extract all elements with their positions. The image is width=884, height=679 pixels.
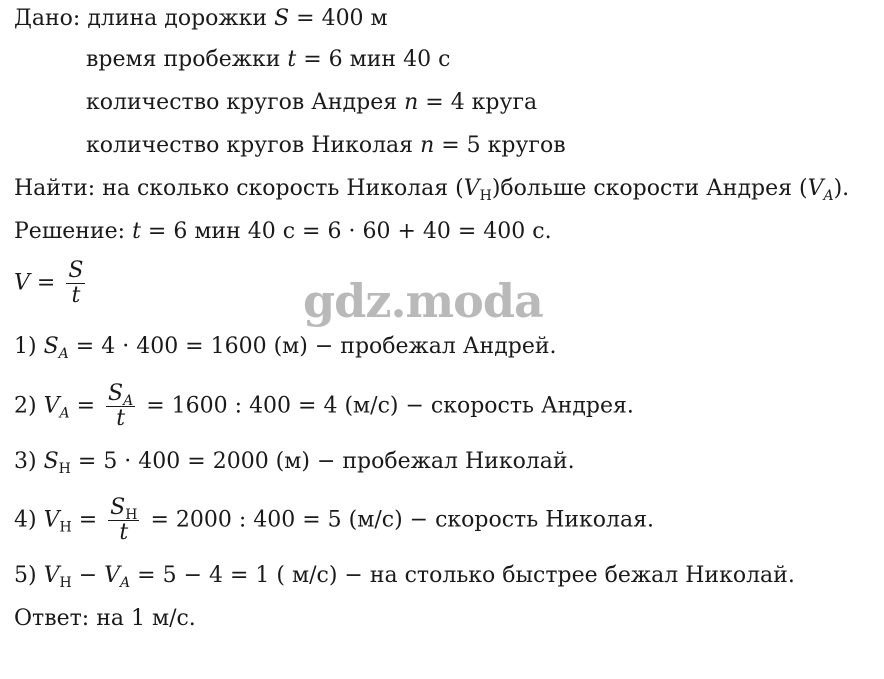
equals-sign: = xyxy=(76,393,96,419)
fraction xyxy=(66,260,85,307)
fraction-denominator: t xyxy=(119,520,129,545)
watermark: gdz.moda xyxy=(303,274,543,328)
fraction xyxy=(106,383,135,430)
solution-text: = 6 мин 40 с = 6 · 60 + 40 = 400 с. xyxy=(147,219,552,244)
var-s: S xyxy=(110,495,126,520)
subscript: A xyxy=(120,575,131,591)
step-text: = 1600 : 400 = 4 (м/с) − скорость Андрея. xyxy=(146,393,634,419)
subscript: Н xyxy=(125,507,138,523)
step-text: = 5 · 400 = 2000 (м) − пробежал Николай. xyxy=(77,449,575,474)
fraction-numerator xyxy=(108,497,139,521)
given-laps-andrey-value: = 4 круга xyxy=(425,90,538,115)
given-time-text: время пробежки xyxy=(86,47,281,72)
formula-line xyxy=(14,260,89,307)
subscript: Н xyxy=(58,461,71,477)
var-t: t xyxy=(132,219,141,244)
var-s: S xyxy=(108,381,124,406)
step-number: 4) xyxy=(14,507,37,533)
subscript: A xyxy=(58,346,69,362)
var-v: V xyxy=(43,507,60,533)
fraction-numerator: S xyxy=(68,258,84,283)
var-s: S xyxy=(43,334,59,359)
var-v: V xyxy=(807,176,824,201)
step-number: 2) xyxy=(14,393,37,419)
given-laps-nikolay-value: = 5 кругов xyxy=(441,133,566,158)
find-mid-text: )больше скорости Андрея ( xyxy=(491,176,808,201)
step-text: = 5 − 4 = 1 ( м/с) − на столько быстрее бежал Николай. xyxy=(137,563,795,588)
var-s: S xyxy=(274,6,290,31)
equals-sign: = xyxy=(78,507,98,533)
find-line xyxy=(14,176,849,202)
fraction-numerator xyxy=(106,383,135,407)
var-s: S xyxy=(43,449,59,474)
minus-sign: − xyxy=(78,563,98,588)
step-4 xyxy=(14,497,654,544)
solution-line xyxy=(14,219,552,245)
subscript: A xyxy=(59,405,70,422)
var-v: V xyxy=(43,393,60,419)
formula-lhs: V = xyxy=(14,270,56,296)
step-2 xyxy=(14,383,634,430)
var-n: n xyxy=(404,90,419,115)
given-label: Дано: xyxy=(14,6,81,31)
given-laps-nikolay-text: количество кругов Николая xyxy=(86,133,414,158)
var-n: n xyxy=(420,133,435,158)
given-laps-andrey-line xyxy=(86,90,537,116)
var-v: V xyxy=(104,563,121,588)
given-time-line xyxy=(86,47,450,73)
var-v: V xyxy=(43,563,60,588)
step-5 xyxy=(14,563,795,589)
step-text: = 4 · 400 = 1600 (м) − пробежал Андрей. xyxy=(75,334,557,359)
given-track-line xyxy=(14,6,388,32)
step-number: 1) xyxy=(14,334,37,359)
fraction xyxy=(108,497,139,544)
var-v: V xyxy=(463,176,480,201)
subscript: A xyxy=(123,393,134,409)
fraction-denominator: t xyxy=(116,406,126,431)
subscript: Н xyxy=(59,519,72,536)
given-time-value: = 6 мин 40 с xyxy=(303,47,451,72)
step-number: 3) xyxy=(14,449,37,474)
subscript: Н xyxy=(59,575,72,591)
answer-line: Ответ: на 1 м/с. xyxy=(14,606,196,631)
step-text: = 2000 : 400 = 5 (м/с) − скорость Николая. xyxy=(150,507,654,533)
subscript: A xyxy=(823,188,834,204)
given-laps-nikolay-line xyxy=(86,133,566,159)
given-track-text: длина дорожки xyxy=(87,6,268,31)
step-1 xyxy=(14,334,557,360)
find-end-text: ). xyxy=(833,176,850,201)
subscript: Н xyxy=(479,188,492,204)
given-laps-andrey-text: количество кругов Андрея xyxy=(86,90,398,115)
solution-label: Решение: xyxy=(14,219,126,244)
find-text: Найти: на сколько скорость Николая ( xyxy=(14,176,464,201)
given-track-value: = 400 м xyxy=(296,6,388,31)
step-3 xyxy=(14,449,575,475)
fraction-denominator: t xyxy=(71,283,81,308)
var-t: t xyxy=(287,47,297,72)
step-number: 5) xyxy=(14,563,37,588)
